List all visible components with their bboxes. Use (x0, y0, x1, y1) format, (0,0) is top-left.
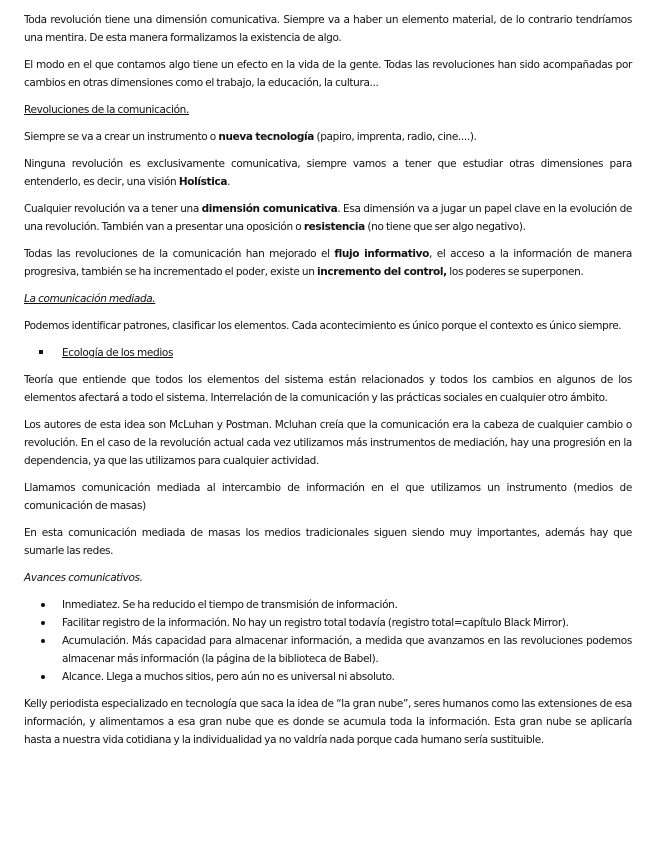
list-item: Facilitar registro de la información. No hay un registro total todavía (registro total=capítulo Black Mirror). (24, 614, 632, 632)
heading-avances: Avances comunicativos. (24, 572, 143, 584)
heading-revoluciones: Revoluciones de la comunicación. (24, 104, 189, 116)
paragraph-modo: El modo en el que contamos algo tiene un efecto en la vida de la gente. Todas las revoluciones han sido acompañadas por cambios en otras dimensiones como el trabajo, la educación, la cultura... (24, 59, 632, 89)
paragraph-dimension: Cualquier revolución va a tener una dimensión comunicativa. Esa dimensión va a jugar un papel clave en la evolución de una revolución. También van a presentar una oposición o resistencia (no tiene que ser algo negativo). (24, 203, 632, 233)
paragraph-patrones: Podemos identificar patrones, clasificar los elementos. Cada acontecimiento es único porque el contexto es único siempre. (24, 320, 622, 332)
paragraph-intro: Toda revolución tiene una dimensión comunicativa. Siempre va a haber un elemento material, de lo contrario tendríamos una mentira. De esta manera formalizamos la existencia de algo. (24, 14, 632, 44)
list-item: Ecología de los medios (24, 344, 632, 362)
paragraph-holistica: Ninguna revolución es exclusivamente comunicativa, siempre vamos a tener que estudiar otras dimensiones para entenderlo, es decir, una visión Holística. (24, 158, 632, 188)
ecologia-list (24, 344, 632, 362)
heading-comunicacion-mediada: La comunicación mediada. (24, 293, 156, 305)
paragraph-flujo: Todas las revoluciones de la comunicación han mejorado el flujo informativo, el acceso a la información de manera progresiva, también se ha incrementado el poder, existe un incremento del control, los poderes se superponen. (24, 248, 632, 278)
paragraph-instrumento: Siempre se va a crear un instrumento o nueva tecnología (papiro, imprenta, radio, cine....). (24, 131, 477, 143)
paragraph-autores: Los autores de esta idea son McLuhan y Postman. Mcluhan creía que la comunicación era la cabeza de cualquier cambio o revolución. En el caso de la revolución actual cada vez utilizamos más instrumentos de mediación, hay una progresión en la dependencia, ya que las utilizamos para cualquier actividad. (24, 419, 632, 467)
avances-list (24, 596, 632, 686)
paragraph-llamamos: Llamamos comunicación mediada al intercambio de información en el que utilizamos un instrumento (medios de comunicación de masas) (24, 482, 632, 512)
paragraph-teoria: Teoría que entiende que todos los elementos del sistema están relacionados y todos los cambios en algunos de los elementos afectará a todo el sistema. Interrelación de la comunicación y las prácticas sociales en cualquier otro ámbito. (24, 374, 632, 404)
list-item: Alcance. Llega a muchos sitios, pero aún no es universal ni absoluto. (24, 668, 632, 686)
paragraph-kelly: Kelly periodista especializado en tecnología que saca la idea de “la gran nube”, seres humanos como las extensiones de esa información, y alimentamos a esa gran nube que es donde se acumula toda la información. Esta gran nube se aplicaría hasta a nuestra vida cotidiana y la individualidad ya no valdría nada porque cada humano sería sustituible. (24, 698, 632, 746)
list-item: Inmediatez. Se ha reducido el tiempo de transmisión de información. (24, 596, 632, 614)
paragraph-masas: En esta comunicación mediada de masas los medios tradicionales siguen siendo muy importantes, además hay que sumarle las redes. (24, 527, 632, 557)
list-item: Acumulación. Más capacidad para almacenar información, a medida que avanzamos en las revoluciones podemos almacenar más información (la página de la biblioteca de Babel). (24, 632, 632, 668)
